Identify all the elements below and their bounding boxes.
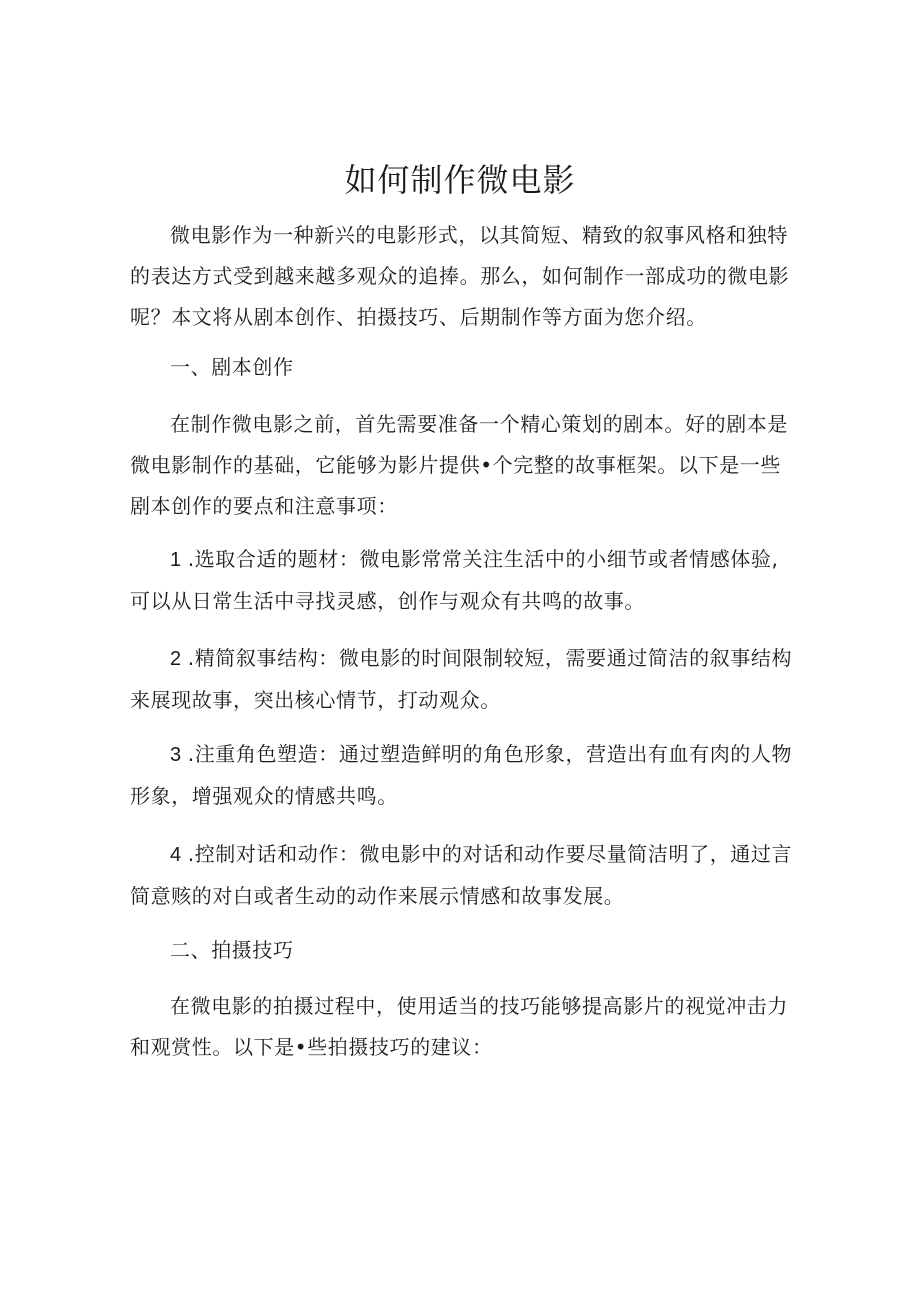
intro-paragraph: 微电影作为一种新兴的电影形式，以其简短、精致的叙事风格和独特的表达方式受到越来越多观众的追捧。那么，如何制作一部成功的微电影呢？本文将从剧本创作、拍摄技巧、后期制作等方面为您介绍。 bbox=[130, 223, 790, 329]
list-item-text: .控制对话和动作：微电影中的对话和动作要尽量简洁明了，通过言简意赅的对白或者生动的动作来展示情感和故事发展。 bbox=[130, 842, 793, 908]
list-item-text: .精简叙事结构：微电影的时间限制较短，需要通过简洁的叙事结构来展现故事，突出核心情节，打动观众。 bbox=[130, 646, 793, 712]
list-item-number: 2 bbox=[170, 648, 182, 670]
list-item-number: 4 bbox=[170, 844, 182, 866]
list-item-number: 3 bbox=[170, 744, 182, 766]
list-item bbox=[130, 539, 795, 622]
list-item-text: .选取合适的题材：微电影常常关注生活中的小细节或者情感体验,可以从日常生活中寻找灵感，创作与观众有共鸣的故事。 bbox=[130, 547, 779, 613]
list-item bbox=[130, 834, 795, 917]
script-paragraph: 在制作微电影之前，首先需要准备一个精心策划的剧本。好的剧本是微电影制作的基础，它能够为影片提供•个完整的故事框架。以下是一些剧本创作的要点和注意事项： bbox=[130, 412, 788, 518]
list-item-number: 1 bbox=[170, 549, 182, 571]
section-heading-shooting: 二、拍摄技巧 bbox=[170, 938, 294, 962]
list-item-text: .注重角色塑造：通过塑造鲜明的角色形象，营造出有血有肉的人物形象，增强观众的情感共鸣。 bbox=[130, 742, 793, 808]
shooting-paragraph: 在微电影的拍摄过程中，使用适当的技巧能够提高影片的视觉冲击力和观赏性。以下是•些拍摄技巧的建议： bbox=[130, 994, 788, 1059]
list-item bbox=[130, 638, 795, 721]
page-title: 如何制作微电影 bbox=[344, 161, 576, 199]
list-item bbox=[130, 734, 795, 817]
section-heading-script: 一、剧本创作 bbox=[170, 355, 294, 379]
